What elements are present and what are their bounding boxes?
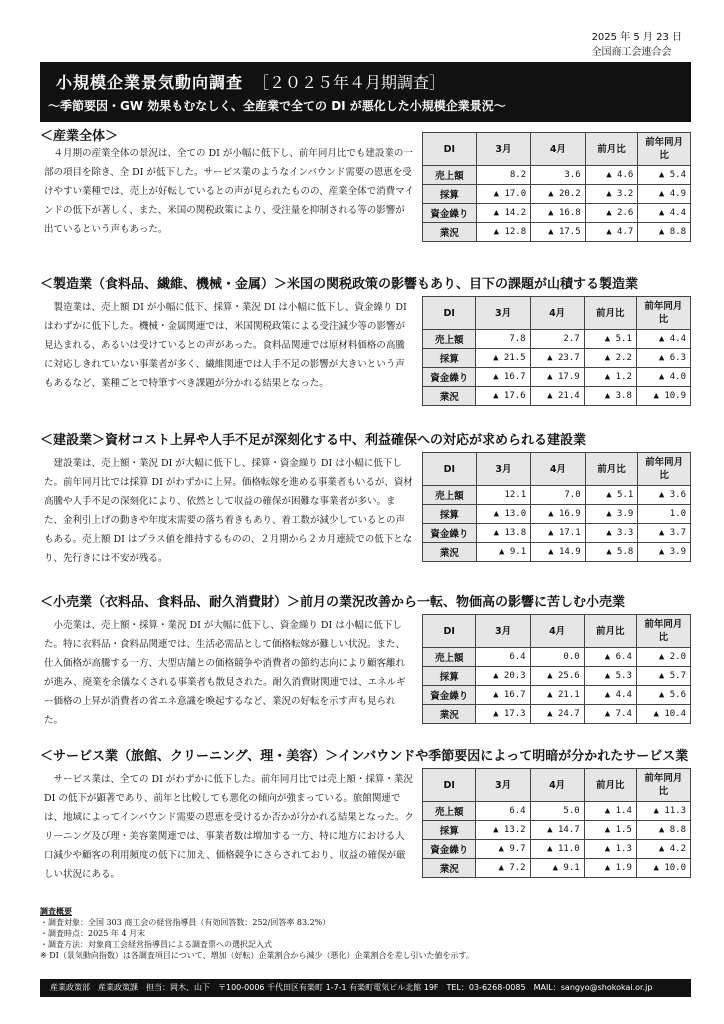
di-table-header: DI xyxy=(423,615,476,648)
di-table xyxy=(422,452,691,562)
section-body-text: 小売業は、売上額・採算・業況 DI が大幅に低下し、資金繰り DI は小幅に低下した。特に衣料品・食料品関連では、生活必需品として価格転嫁が難しい状況。また、仕入価格が高騰する一方、大型店舗との価格競争や消費者の節約志向により顧客離れが進み、廃業を余儀なくされる事業者も散見された。耐久消費財関連では、エネルギー価格の上昇が消費者の省エネ意識を喚起するなど、業況の好転を示す声も見られた。 xyxy=(44,620,406,726)
di-table-header: 3月 xyxy=(476,133,530,166)
di-value-cell: ▲ 8.8 xyxy=(638,223,691,242)
di-value-cell: ▲ 13.8 xyxy=(476,524,530,543)
di-value-cell: ▲ 10.0 xyxy=(636,859,690,878)
di-table xyxy=(422,296,691,406)
di-value-cell: ▲ 2.6 xyxy=(585,204,638,223)
title-banner xyxy=(40,62,691,122)
di-value-cell: ▲ 12.8 xyxy=(476,223,530,242)
di-value-cell: ▲ 17.3 xyxy=(476,705,530,724)
di-value-cell: ▲ 1.4 xyxy=(584,802,636,821)
di-value-cell: 0.0 xyxy=(530,648,584,667)
di-value-cell: ▲ 8.8 xyxy=(636,821,690,840)
di-table-row xyxy=(423,185,691,204)
di-table-row xyxy=(423,648,691,667)
di-value-cell: ▲ 21.5 xyxy=(476,349,530,368)
di-table-header: 4月 xyxy=(530,769,584,802)
industry-section xyxy=(40,748,691,880)
di-value-cell: ▲ 4.7 xyxy=(585,223,638,242)
publisher: 全国商工会連合会 xyxy=(591,47,672,58)
di-value-cell: ▲ 1.5 xyxy=(584,821,636,840)
di-table-header: 3月 xyxy=(476,453,530,486)
di-table-header: 前年同月比 xyxy=(638,133,691,166)
di-table-header: 4月 xyxy=(530,615,584,648)
di-value-cell: ▲ 5.1 xyxy=(585,486,638,505)
di-value-cell: ▲ 20.3 xyxy=(476,667,530,686)
di-value-cell: 12.1 xyxy=(476,486,530,505)
di-value-cell: ▲ 7.4 xyxy=(584,705,636,724)
di-value-cell: ▲ 2.0 xyxy=(636,648,690,667)
di-table-row xyxy=(423,505,691,524)
contact-footer: 産業政策部 産業政策課 担当：岡木、山下 〒100-0006 千代田区有楽町 1-7-1 有楽町電気ビル北館 19F TEL：03-6268-0085 MAIL：sangyo@shokokai.or.jp xyxy=(40,979,691,997)
di-table-row xyxy=(423,705,691,724)
di-value-cell: ▲ 4.4 xyxy=(638,204,691,223)
di-table-header: 3月 xyxy=(476,615,530,648)
di-value-cell: ▲ 17.1 xyxy=(531,524,585,543)
di-row-label: 採算 xyxy=(423,185,477,204)
industry-section xyxy=(40,594,691,726)
di-value-cell: 3.6 xyxy=(531,166,585,185)
di-row-label: 採算 xyxy=(423,667,476,686)
di-table-header: 4月 xyxy=(530,297,584,330)
di-row-label: 売上額 xyxy=(423,330,476,349)
section-body-text: ４月期の産業全体の景況は、全ての DI が小幅に低下し、前年同月比でも建設業の一部の項目を除き、全 DI が低下した。サービス業のようなインバウンド需要の恩恵を受けやすい業種では、売上が好転しているとの声が見られたものの、産業全体で消費マインドの低下が著しく、また、米国の関税政策により、受注量を抑制される等の影響が出ているという声もあった。 xyxy=(44,148,414,235)
section-heading: ＜サービス業（旅館、クリーニング、理・美容）＞インバウンドや季節要因によって明暗が分かれたサービス業 xyxy=(40,749,689,764)
di-value-cell: ▲ 3.7 xyxy=(638,524,691,543)
di-value-cell: ▲ 4.4 xyxy=(584,686,636,705)
di-value-cell: 7.0 xyxy=(531,486,585,505)
di-table-row xyxy=(423,368,691,387)
di-row-label: 売上額 xyxy=(423,486,477,505)
di-table-header: 前月比 xyxy=(584,297,636,330)
di-value-cell: 1.0 xyxy=(638,505,691,524)
di-value-cell: ▲ 20.2 xyxy=(531,185,585,204)
di-table-header: 前月比 xyxy=(585,453,638,486)
di-value-cell: ▲ 9.1 xyxy=(476,543,530,562)
di-value-cell: ▲ 6.3 xyxy=(636,349,690,368)
di-table xyxy=(422,768,691,878)
di-value-cell: ▲ 5.1 xyxy=(584,330,636,349)
di-row-label: 資金繰り xyxy=(423,368,476,387)
di-table-header: DI xyxy=(423,453,477,486)
di-value-cell: ▲ 16.9 xyxy=(531,505,585,524)
di-table-row xyxy=(423,686,691,705)
di-table-row xyxy=(423,802,691,821)
di-value-cell: ▲ 4.9 xyxy=(638,185,691,204)
survey-overview xyxy=(40,906,691,961)
di-value-cell: ▲ 14.7 xyxy=(530,821,584,840)
di-row-label: 売上額 xyxy=(423,802,476,821)
di-table-row xyxy=(423,166,691,185)
di-row-label: 資金繰り xyxy=(423,524,477,543)
report-title xyxy=(56,70,445,93)
di-value-cell: ▲ 7.2 xyxy=(476,859,530,878)
di-value-cell: ▲ 11.3 xyxy=(636,802,690,821)
di-row-label: 業況 xyxy=(423,705,476,724)
di-value-cell: ▲ 9.1 xyxy=(530,859,584,878)
di-value-cell: ▲ 5.7 xyxy=(636,667,690,686)
di-table-header: 前年同月比 xyxy=(638,453,691,486)
di-value-cell: ▲ 21.1 xyxy=(530,686,584,705)
di-value-cell: ▲ 5.8 xyxy=(585,543,638,562)
di-value-cell: ▲ 25.6 xyxy=(530,667,584,686)
industry-section xyxy=(40,128,691,239)
di-table-header: DI xyxy=(423,133,477,166)
di-value-cell: ▲ 5.6 xyxy=(636,686,690,705)
di-row-label: 業況 xyxy=(423,543,477,562)
issue-date: 2025 年 5 月 23 日 xyxy=(591,32,682,43)
di-value-cell: ▲ 24.7 xyxy=(530,705,584,724)
date-block xyxy=(592,30,682,60)
di-value-cell: ▲ 5.4 xyxy=(638,166,691,185)
di-value-cell: ▲ 1.9 xyxy=(584,859,636,878)
di-value-cell: ▲ 4.0 xyxy=(636,368,690,387)
di-table-header: 前月比 xyxy=(585,133,638,166)
di-value-cell: ▲ 16.8 xyxy=(531,204,585,223)
di-value-cell: ▲ 23.7 xyxy=(530,349,584,368)
di-table-header: DI xyxy=(423,769,476,802)
section-body-text: サービス業は、全ての DI がわずかに低下した。前年同月比では売上額・採算・業況 DI の低下が顕著であり、前年と比較しても悪化の傾向が強まっている。旅館関連では、地域によってインバウンド需要の恩恵を受けるか否かが分かれる結果となった。クリーニング及び理・美容業関連では、事業者数は増加する一方、特に地方における人口減少や顧客の利用頻度の低下に加え、価格競争にさらされており、収益の確保が厳しい状況にある。 xyxy=(44,774,414,880)
di-value-cell: 7.8 xyxy=(476,330,530,349)
di-table-header: 前月比 xyxy=(584,615,636,648)
di-value-cell: ▲ 16.7 xyxy=(476,686,530,705)
di-value-cell: ▲ 17.5 xyxy=(531,223,585,242)
di-value-cell: ▲ 14.2 xyxy=(476,204,530,223)
di-value-cell: ▲ 1.3 xyxy=(584,840,636,859)
title-main: 小規模企業景気動向調査 xyxy=(56,73,244,92)
di-table-row xyxy=(423,840,691,859)
di-table-header: 3月 xyxy=(476,297,530,330)
overview-line: ・調査対象：全国 303 商工会の経営指導員（有効回答数：252/回答率 83.2%） xyxy=(40,918,331,927)
di-row-label: 売上額 xyxy=(423,166,477,185)
di-table-row xyxy=(423,667,691,686)
di-value-cell: ▲ 3.6 xyxy=(638,486,691,505)
di-table-header: DI xyxy=(423,297,476,330)
di-value-cell: ▲ 10.9 xyxy=(636,387,690,406)
di-value-cell: ▲ 11.0 xyxy=(530,840,584,859)
di-row-label: 業況 xyxy=(423,387,476,406)
overview-line: ・調査方法：対象商工会経営指導員による調査票への選択記入式 xyxy=(40,940,272,949)
di-table-header: 前年同月比 xyxy=(636,297,690,330)
di-value-cell: ▲ 21.4 xyxy=(530,387,584,406)
di-value-cell: ▲ 4.2 xyxy=(636,840,690,859)
di-value-cell: 8.2 xyxy=(476,166,530,185)
di-row-label: 業況 xyxy=(423,223,477,242)
di-value-cell: ▲ 2.2 xyxy=(584,349,636,368)
title-period: ［２０２５年４月期調査］ xyxy=(253,73,446,92)
di-table-header: 前年同月比 xyxy=(636,769,690,802)
section-heading: ＜建設業＞資材コスト上昇や人手不足が深刻化する中、利益確保への対応が求められる建設業 xyxy=(40,433,587,448)
di-table xyxy=(422,614,691,724)
section-heading: ＜小売業（衣料品、食料品、耐久消費財）＞前月の業況改善から一転、物価高の影響に苦しむ小売業 xyxy=(40,595,626,610)
report-subtitle: ～季節要因・GW 効果もむなしく、全産業で全ての DI が悪化した小規模企業景況～ xyxy=(48,99,506,113)
di-row-label: 資金繰り xyxy=(423,204,477,223)
overview-line: ※ DI（景気動向指数）は各調査項目について、増加（好転）企業割合から減少（悪化）企業割合を差し引いた値を示す。 xyxy=(40,951,474,960)
di-table-row xyxy=(423,543,691,562)
di-value-cell: 6.4 xyxy=(476,802,530,821)
overview-heading: 調査概要 xyxy=(40,907,72,916)
di-value-cell: ▲ 5.3 xyxy=(584,667,636,686)
di-table-row xyxy=(423,204,691,223)
di-table-header: 前年同月比 xyxy=(636,615,690,648)
di-table-row xyxy=(423,524,691,543)
di-value-cell: ▲ 3.9 xyxy=(585,505,638,524)
di-value-cell: ▲ 3.9 xyxy=(638,543,691,562)
di-row-label: 資金繰り xyxy=(423,840,476,859)
di-value-cell: ▲ 4.4 xyxy=(636,330,690,349)
section-body-text: 建設業は、売上額・業況 DI が大幅に低下し、採算・資金繰り DI は小幅に低下した。前年同月比では採算 DI がわずかに上昇。価格転嫁を進める事業者もいるが、資材高騰や人手不足の深刻化により、依然として収益の確保が困難な事業者が多い。また、金利引上げの動きや年度末需要の落ち着きもあり、着工数が減少しているとの声もある。売上額 DI はプラス値を維持するものの、２月期から２カ月連続での低下となり、先行きには不安が残る。 xyxy=(44,458,413,564)
di-table-row xyxy=(423,859,691,878)
di-value-cell: 2.7 xyxy=(530,330,584,349)
di-table-row xyxy=(423,223,691,242)
di-value-cell: ▲ 9.7 xyxy=(476,840,530,859)
di-value-cell: ▲ 13.0 xyxy=(476,505,530,524)
di-row-label: 採算 xyxy=(423,349,476,368)
di-table-row xyxy=(423,486,691,505)
di-table-header: 3月 xyxy=(476,769,530,802)
di-row-label: 資金繰り xyxy=(423,686,476,705)
di-row-label: 採算 xyxy=(423,505,477,524)
industry-section xyxy=(40,276,691,403)
di-value-cell: ▲ 3.3 xyxy=(585,524,638,543)
di-value-cell: ▲ 3.8 xyxy=(584,387,636,406)
di-value-cell: ▲ 17.0 xyxy=(476,185,530,204)
di-value-cell: ▲ 3.2 xyxy=(585,185,638,204)
di-table-row xyxy=(423,349,691,368)
di-row-label: 売上額 xyxy=(423,648,476,667)
di-table-row xyxy=(423,821,691,840)
di-value-cell: ▲ 14.9 xyxy=(531,543,585,562)
di-value-cell: 5.0 xyxy=(530,802,584,821)
di-row-label: 採算 xyxy=(423,821,476,840)
di-value-cell: ▲ 13.2 xyxy=(476,821,530,840)
di-value-cell: ▲ 10.4 xyxy=(636,705,690,724)
di-value-cell: ▲ 17.9 xyxy=(530,368,584,387)
di-value-cell: 6.4 xyxy=(476,648,530,667)
di-table-header: 前月比 xyxy=(584,769,636,802)
di-row-label: 業況 xyxy=(423,859,476,878)
di-table-row xyxy=(423,330,691,349)
di-value-cell: ▲ 16.7 xyxy=(476,368,530,387)
section-heading: ＜製造業（食料品、繊維、機械・金属）＞米国の関税政策の影響もあり、目下の課題が山積する製造業 xyxy=(40,277,639,292)
overview-line: ・調査時点：2025 年 4 月末 xyxy=(40,929,146,938)
di-value-cell: ▲ 4.6 xyxy=(585,166,638,185)
di-table-header: 4月 xyxy=(531,453,585,486)
section-heading: ＜産業全体＞ xyxy=(40,129,119,144)
di-table-row xyxy=(423,387,691,406)
di-value-cell: ▲ 6.4 xyxy=(584,648,636,667)
di-table-header: 4月 xyxy=(531,133,585,166)
industry-section xyxy=(40,432,691,564)
section-body-text: 製造業は、売上額 DI が小幅に低下、採算・業況 DI は小幅に低下し、資金繰り DI はわずかに低下した。機械・金属関連では、米国関税政策による受注減少等の影響が見込まれる、あるいは受けているとの声があった。食料品関連では原材料価格の高騰に対応しきれていない事業者が多く、繊維関連では人手不足の影響が大きいという声もあるなど、業種ごとで特筆すべき課題が分かれる結果となった。 xyxy=(44,302,407,389)
di-value-cell: ▲ 17.6 xyxy=(476,387,530,406)
di-value-cell: ▲ 1.2 xyxy=(584,368,636,387)
di-table xyxy=(422,132,691,242)
